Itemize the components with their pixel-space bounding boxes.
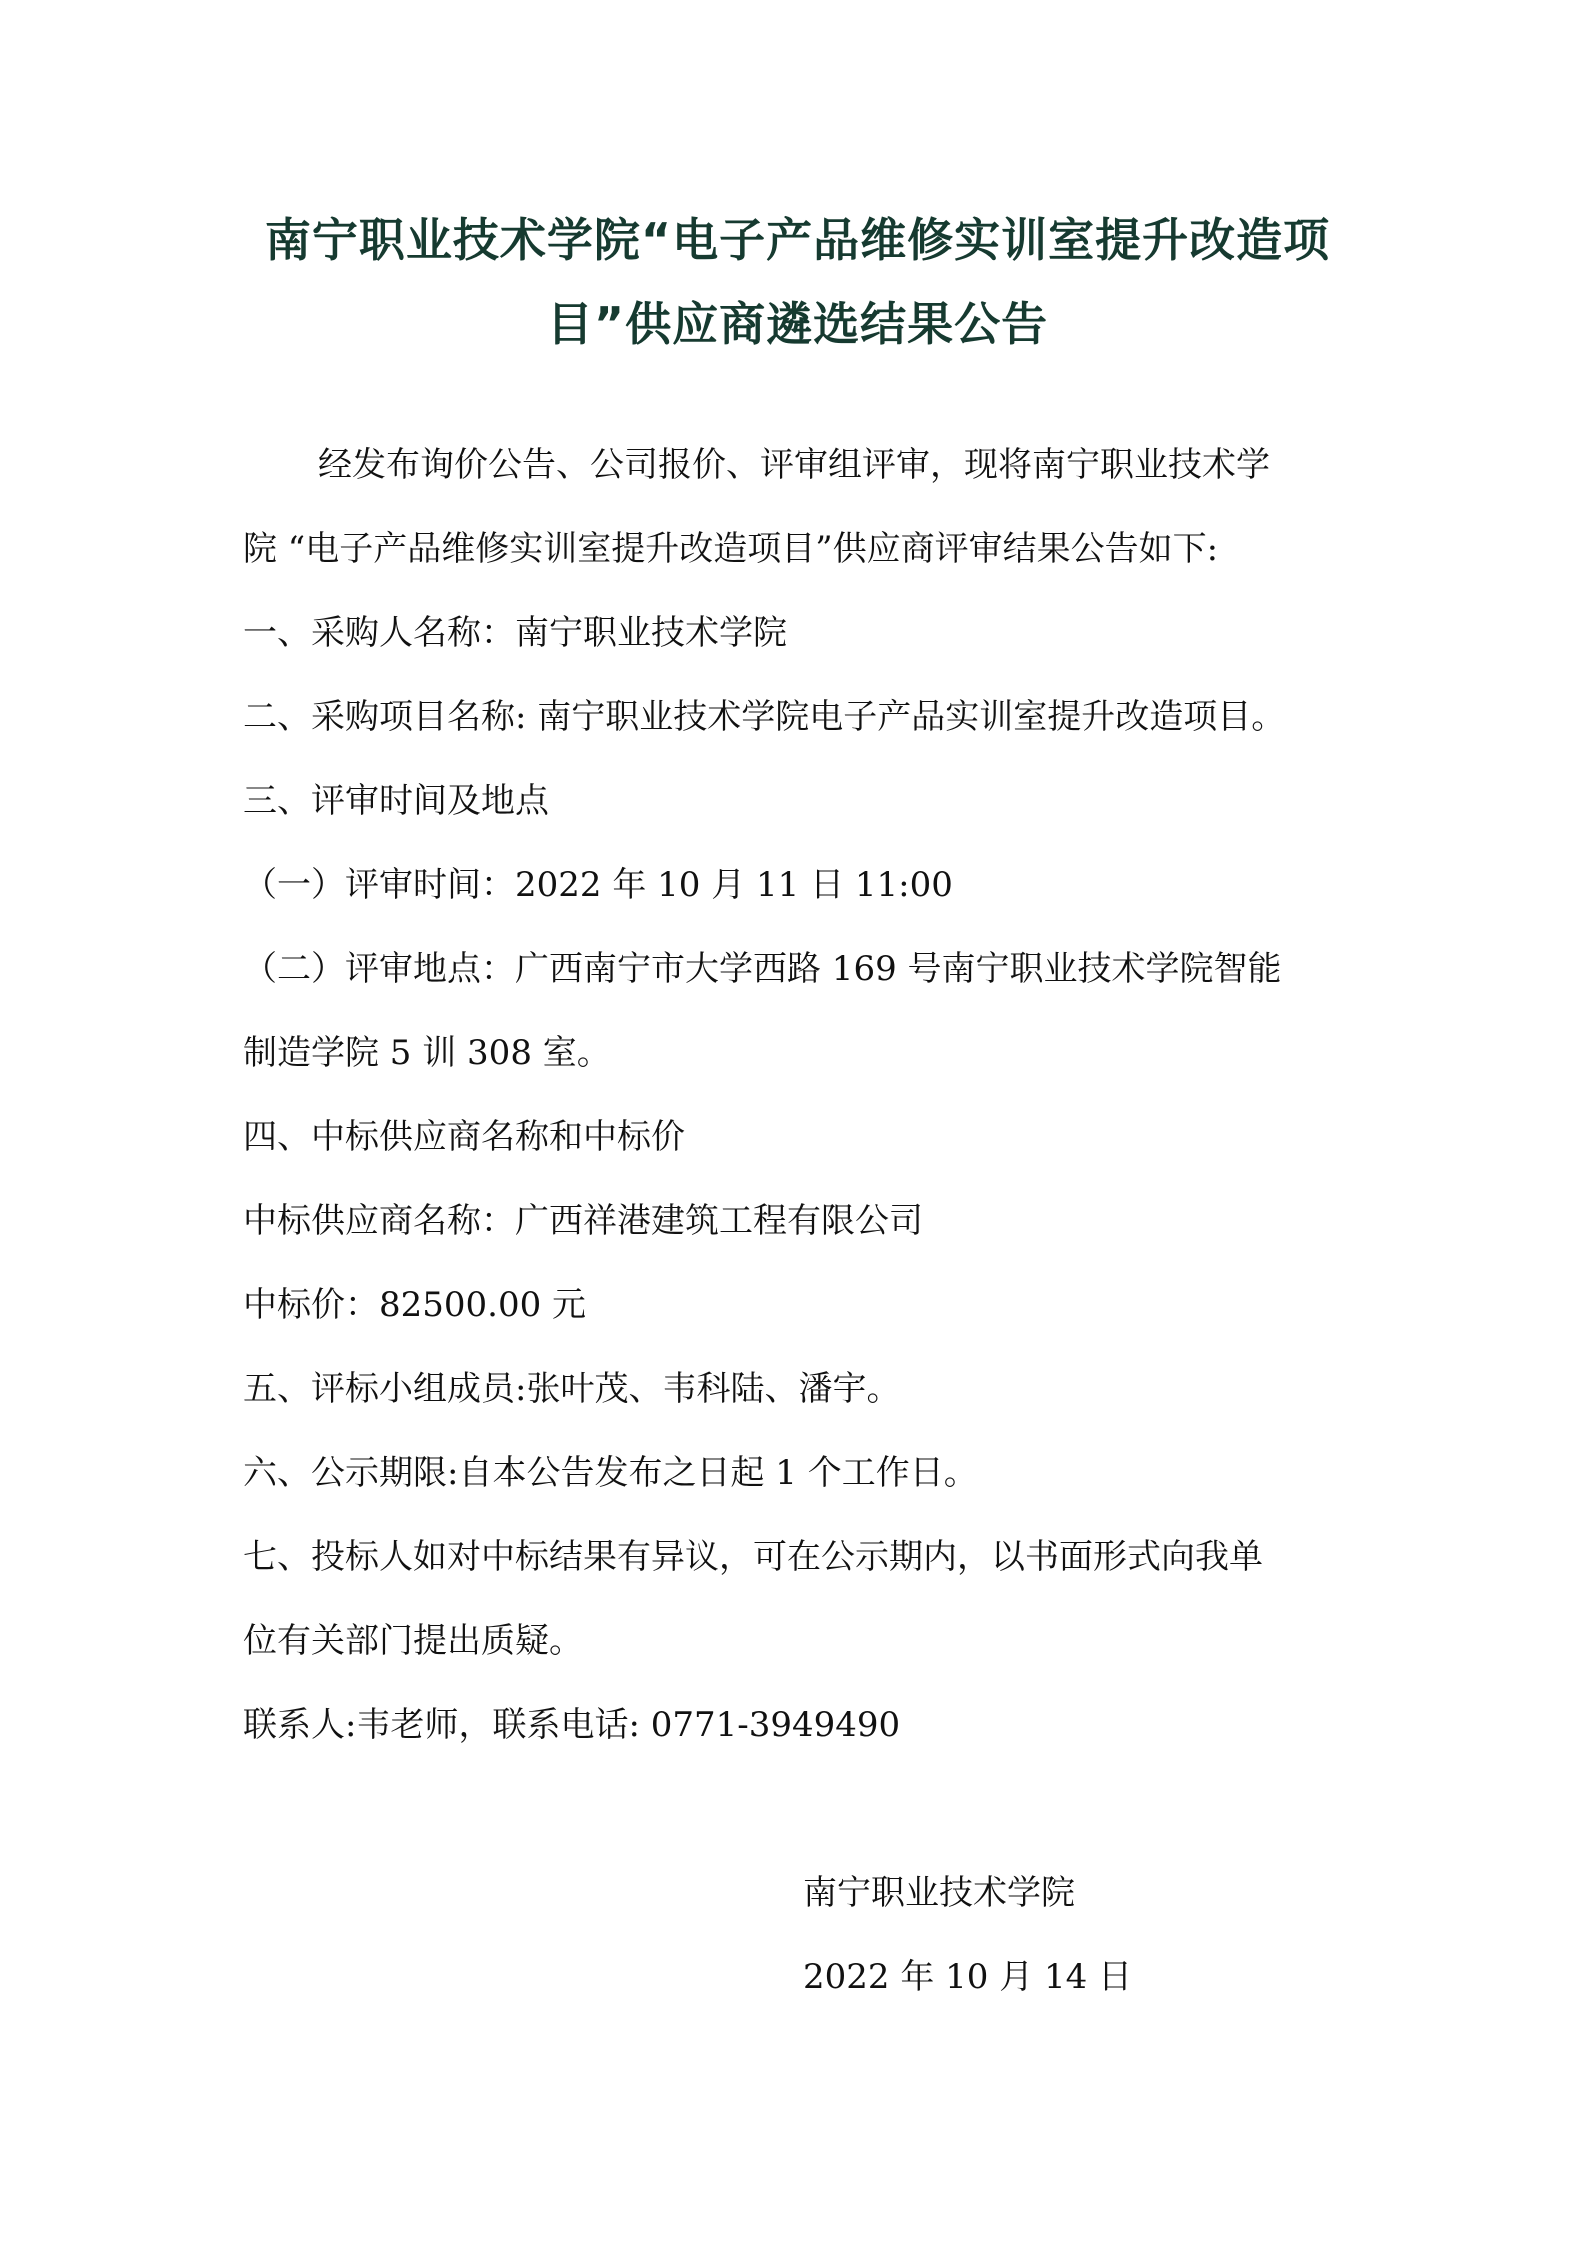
intro-line-2: 院 “电子产品维修实训室提升改造项目”供应商评审结果公告如下: [243, 529, 1219, 569]
winner-name: 中标供应商名称：广西祥港建筑工程有限公司 [243, 1201, 923, 1241]
item-review-place-line-2: 制造学院 5 训 308 室。 [243, 1033, 611, 1073]
item-winner-heading: 四、中标供应商名称和中标价 [243, 1117, 685, 1157]
item-objection-line-1: 七、投标人如对中标结果有异议，可在公示期内，以书面形式向我单 [243, 1537, 1263, 1577]
item-project-name: 二、采购项目名称: 南宁职业技术学院电子产品实训室提升改造项目。 [243, 697, 1286, 737]
contact-info: 联系人:韦老师，联系电话: 0771-3949490 [243, 1705, 901, 1745]
document-title [240, 198, 1355, 366]
item-objection-line-2: 位有关部门提出质疑。 [243, 1621, 583, 1661]
winning-price: 中标价：82500.00 元 [243, 1285, 587, 1325]
item-purchaser: 一、采购人名称：南宁职业技术学院 [243, 613, 787, 653]
item-review-time: （一）评审时间：2022 年 10 月 11 日 11:00 [243, 865, 953, 905]
intro-line-1: 经发布询价公告、公司报价、评审组评审，现将南宁职业技术学 [318, 445, 1270, 485]
signature-org: 南宁职业技术学院 [803, 1873, 1075, 1913]
item-review-time-place: 三、评审时间及地点 [243, 781, 549, 821]
signature-date: 2022 年 10 月 14 日 [803, 1957, 1133, 1997]
item-review-place-line-1: （二）评审地点：广西南宁市大学西路 169 号南宁职业技术学院智能 [243, 949, 1282, 989]
title-line-2: 目”供应商遴选结果公告 [546, 297, 1049, 351]
item-publicity-period: 六、公示期限:自本公告发布之日起 1 个工作日。 [243, 1453, 978, 1493]
title-line-1: 南宁职业技术学院“电子产品维修实训室提升改造项 [264, 213, 1331, 267]
item-review-panel: 五、评标小组成员:张叶茂、韦科陆、潘宇。 [243, 1369, 901, 1409]
